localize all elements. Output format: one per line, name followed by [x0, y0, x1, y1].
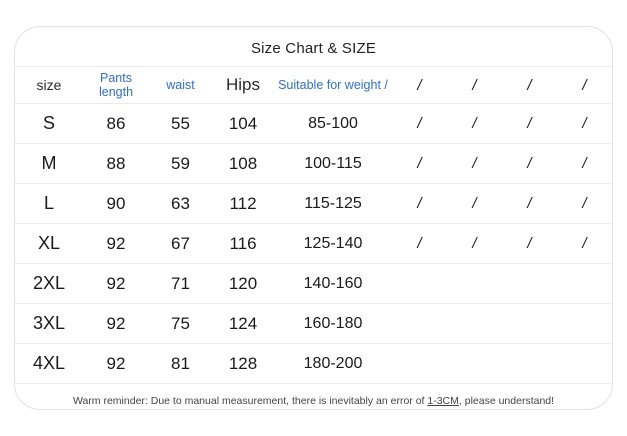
cell-weight: 140-160 — [274, 264, 392, 304]
footer-note-before: Warm reminder: Due to manual measurement, there is inevitably an error of — [72, 395, 428, 407]
size-chart-card — [14, 26, 613, 410]
cell-extra-2 — [447, 304, 502, 344]
cell-pants-length: 92 — [83, 264, 149, 304]
cell-extra-3: / — [502, 224, 557, 264]
table-row — [15, 184, 612, 224]
table-row — [15, 104, 612, 144]
cell-extra-2: / — [447, 104, 502, 144]
cell-waist: 81 — [149, 344, 212, 384]
cell-pants-length: 88 — [83, 144, 149, 184]
cell-extra-2: / — [447, 144, 502, 184]
cell-extra-1 — [392, 264, 447, 304]
cell-extra-4: / — [557, 144, 612, 184]
cell-weight: 115-125 — [274, 184, 392, 224]
cell-pants-length: 86 — [83, 104, 149, 144]
cell-waist: 71 — [149, 264, 212, 304]
cell-waist: 67 — [149, 224, 212, 264]
cell-pants-length: 90 — [83, 184, 149, 224]
cell-extra-3 — [502, 344, 557, 384]
cell-weight: 100-115 — [274, 144, 392, 184]
cell-extra-4 — [557, 264, 612, 304]
size-chart-table — [15, 66, 612, 383]
cell-pants-length: 92 — [83, 304, 149, 344]
cell-size: 3XL — [15, 304, 83, 344]
cell-waist: 75 — [149, 304, 212, 344]
column-header-waist: waist — [149, 67, 212, 104]
table-row — [15, 304, 612, 344]
cell-waist: 63 — [149, 184, 212, 224]
cell-hips: 124 — [212, 304, 274, 344]
cell-hips: 112 — [212, 184, 274, 224]
cell-size: 4XL — [15, 344, 83, 384]
cell-weight: 125-140 — [274, 224, 392, 264]
cell-extra-3 — [502, 304, 557, 344]
cell-extra-2 — [447, 344, 502, 384]
column-header-extra-2: / — [447, 67, 502, 104]
cell-weight: 85-100 — [274, 104, 392, 144]
cell-weight: 160-180 — [274, 304, 392, 344]
column-header-extra-1: / — [392, 67, 447, 104]
cell-extra-3: / — [502, 144, 557, 184]
cell-extra-3 — [502, 264, 557, 304]
cell-extra-4 — [557, 304, 612, 344]
cell-hips: 128 — [212, 344, 274, 384]
cell-weight: 180-200 — [274, 344, 392, 384]
table-row — [15, 344, 612, 384]
cell-extra-1 — [392, 344, 447, 384]
cell-size: 2XL — [15, 264, 83, 304]
cell-extra-2 — [447, 264, 502, 304]
cell-waist: 59 — [149, 144, 212, 184]
cell-extra-4: / — [557, 104, 612, 144]
footer-note-tolerance: 1-3CM — [427, 395, 459, 407]
cell-pants-length: 92 — [83, 224, 149, 264]
cell-extra-4: / — [557, 224, 612, 264]
column-header-suitable-for-weight: Suitable for weight / — [274, 67, 392, 104]
cell-extra-2: / — [447, 224, 502, 264]
cell-extra-1: / — [392, 104, 447, 144]
cell-extra-3: / — [502, 184, 557, 224]
cell-extra-3: / — [502, 104, 557, 144]
cell-size: XL — [15, 224, 83, 264]
cell-extra-1: / — [392, 224, 447, 264]
cell-extra-4 — [557, 344, 612, 384]
column-header-pants-length: Pants length — [83, 67, 149, 104]
cell-size: M — [15, 144, 83, 184]
cell-extra-1: / — [392, 144, 447, 184]
page-title: Size Chart & SIZE — [250, 40, 377, 57]
table-row — [15, 144, 612, 184]
cell-hips: 116 — [212, 224, 274, 264]
cell-pants-length: 92 — [83, 344, 149, 384]
cell-extra-2: / — [447, 184, 502, 224]
column-header-hips: Hips — [212, 67, 274, 104]
column-header-size: size — [15, 67, 83, 104]
footer-note-after: , please understand! — [458, 395, 555, 407]
cell-hips: 104 — [212, 104, 274, 144]
cell-hips: 120 — [212, 264, 274, 304]
table-header-row — [15, 67, 612, 104]
cell-size: S — [15, 104, 83, 144]
table-row — [15, 264, 612, 304]
cell-waist: 55 — [149, 104, 212, 144]
footer-note — [15, 383, 612, 407]
cell-extra-1: / — [392, 184, 447, 224]
cell-extra-4: / — [557, 184, 612, 224]
cell-hips: 108 — [212, 144, 274, 184]
column-header-extra-3: / — [502, 67, 557, 104]
table-row — [15, 224, 612, 264]
cell-size: L — [15, 184, 83, 224]
column-header-extra-4: / — [557, 67, 612, 104]
cell-extra-1 — [392, 304, 447, 344]
